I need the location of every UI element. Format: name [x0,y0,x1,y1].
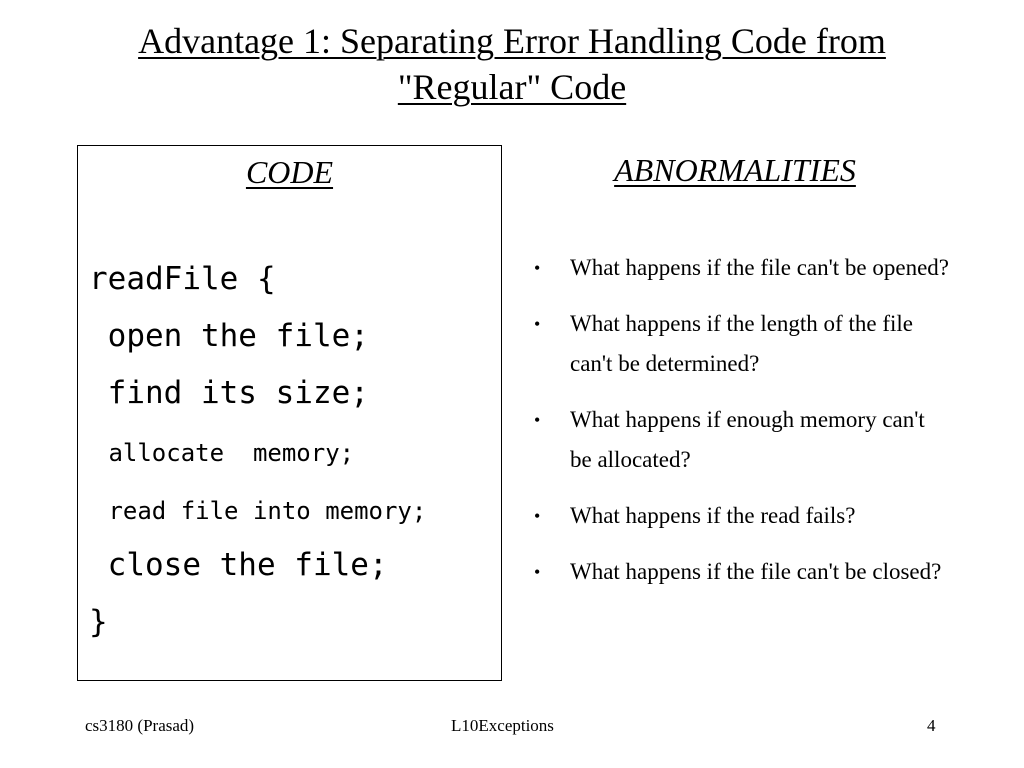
list-item [530,304,950,384]
bullet-icon: • [534,410,541,430]
code-line-2: open the file; [89,318,369,354]
code-heading: CODE [245,154,334,190]
code-line-6: close the file; [89,547,388,583]
bullet-icon: • [534,506,541,526]
list-item-text: What happens if the file can't be opened? [570,255,950,280]
bullet-icon: • [534,258,541,278]
abnormalities-list [530,248,950,608]
code-line-5: read file into memory; [94,497,427,525]
code-line-7: } [89,604,108,640]
code-line-4: allocate memory; [94,439,355,467]
list-item-text: What happens if the file can't be closed? [570,559,942,584]
slide-title [0,18,1024,110]
title-line-1: Advantage 1: Separating Error Handling Code from [138,21,886,61]
code-line-3: find its size; [89,375,369,411]
list-item [530,552,950,592]
abnormalities-heading: ABNORMALITIES [614,152,856,188]
footer-left: cs3180 (Prasad) [85,716,195,735]
title-line-2: "Regular" Code [397,67,627,107]
list-item-text: What happens if the read fails? [570,503,856,528]
code-line-1: readFile { [89,261,276,297]
bullet-icon: • [534,562,541,582]
code-panel [77,145,502,681]
footer-center: L10Exceptions [451,716,554,735]
bullet-icon: • [534,314,541,334]
list-item-text: What happens if the length of the file can't be determined? [570,311,913,376]
list-item [530,248,950,288]
footer-page-number: 4 [927,716,936,735]
list-item [530,496,950,536]
list-item [530,400,950,480]
list-item-text: What happens if enough memory can't be allocated? [570,407,925,472]
